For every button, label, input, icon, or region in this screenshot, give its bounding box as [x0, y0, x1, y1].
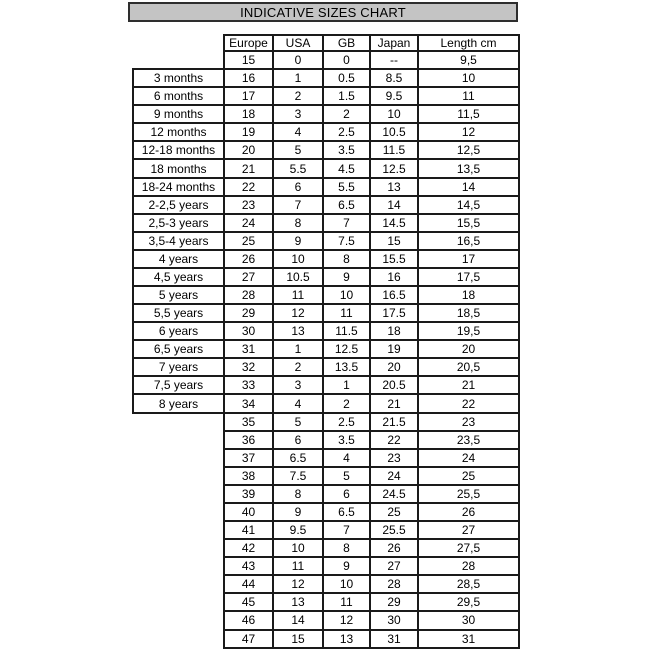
table-row	[133, 521, 519, 539]
table-row	[133, 467, 519, 485]
cell-usa: 7	[273, 196, 323, 214]
age-label-cell	[133, 51, 224, 69]
cell-usa: 2	[273, 358, 323, 376]
cell-japan: 22	[370, 431, 418, 449]
cell-gb: 9	[323, 557, 370, 575]
cell-gb: 13.5	[323, 358, 370, 376]
table-row	[133, 413, 519, 431]
cell-japan: 29	[370, 593, 418, 611]
cell-japan: 8.5	[370, 69, 418, 87]
cell-gb: 3.5	[323, 141, 370, 159]
table-row	[133, 159, 519, 177]
cell-gb: 7	[323, 521, 370, 539]
age-label-cell	[133, 413, 224, 431]
cell-gb: 0.5	[323, 69, 370, 87]
table-row	[133, 503, 519, 521]
col-header-usa: USA	[273, 35, 323, 51]
cell-europe: 34	[224, 394, 273, 412]
table-row	[133, 394, 519, 412]
cell-length-cm: 19,5	[418, 322, 519, 340]
age-label-cell: 2,5-3 years	[133, 214, 224, 232]
cell-usa: 0	[273, 51, 323, 69]
age-label-cell: 3 months	[133, 69, 224, 87]
cell-gb: 7.5	[323, 232, 370, 250]
age-label-cell: 9 months	[133, 105, 224, 123]
age-label-cell: 7 years	[133, 358, 224, 376]
cell-gb: 9	[323, 268, 370, 286]
cell-japan: 21.5	[370, 413, 418, 431]
table-row	[133, 250, 519, 268]
cell-gb: 8	[323, 250, 370, 268]
cell-usa: 11	[273, 557, 323, 575]
cell-gb: 3.5	[323, 431, 370, 449]
cell-japan: 20.5	[370, 376, 418, 394]
table-row	[133, 141, 519, 159]
cell-usa: 13	[273, 593, 323, 611]
age-label-cell: 5,5 years	[133, 304, 224, 322]
cell-europe: 25	[224, 232, 273, 250]
cell-europe: 47	[224, 630, 273, 649]
age-label-cell: 3,5-4 years	[133, 232, 224, 250]
cell-japan: 10	[370, 105, 418, 123]
cell-japan: 16.5	[370, 286, 418, 304]
cell-japan: 20	[370, 358, 418, 376]
cell-length-cm: 28	[418, 557, 519, 575]
age-label-cell: 4 years	[133, 250, 224, 268]
cell-usa: 13	[273, 322, 323, 340]
age-label-cell	[133, 557, 224, 575]
cell-usa: 12	[273, 575, 323, 593]
cell-europe: 33	[224, 376, 273, 394]
cell-europe: 16	[224, 69, 273, 87]
table-row	[133, 87, 519, 105]
cell-japan: 28	[370, 575, 418, 593]
cell-gb: 6.5	[323, 503, 370, 521]
cell-gb: 11	[323, 593, 370, 611]
cell-usa: 5	[273, 141, 323, 159]
cell-europe: 44	[224, 575, 273, 593]
cell-length-cm: 25	[418, 467, 519, 485]
cell-length-cm: 13,5	[418, 159, 519, 177]
table-row	[133, 485, 519, 503]
sizes-table	[132, 34, 520, 649]
age-label-cell: 6,5 years	[133, 340, 224, 358]
cell-europe: 37	[224, 449, 273, 467]
cell-europe: 21	[224, 159, 273, 177]
cell-japan: 26	[370, 539, 418, 557]
cell-europe: 18	[224, 105, 273, 123]
cell-gb: 12	[323, 611, 370, 629]
cell-usa: 2	[273, 87, 323, 105]
cell-usa: 6.5	[273, 449, 323, 467]
cell-gb: 13	[323, 630, 370, 649]
cell-europe: 39	[224, 485, 273, 503]
cell-usa: 10.5	[273, 268, 323, 286]
age-label-cell	[133, 467, 224, 485]
age-label-cell: 6 months	[133, 87, 224, 105]
cell-length-cm: 22	[418, 394, 519, 412]
cell-europe: 32	[224, 358, 273, 376]
cell-japan: 21	[370, 394, 418, 412]
cell-length-cm: 11,5	[418, 105, 519, 123]
cell-usa: 7.5	[273, 467, 323, 485]
age-label-cell	[133, 503, 224, 521]
cell-usa: 10	[273, 539, 323, 557]
table-row	[133, 232, 519, 250]
cell-europe: 29	[224, 304, 273, 322]
age-label-cell	[133, 611, 224, 629]
cell-gb: 1	[323, 376, 370, 394]
cell-japan: 11.5	[370, 141, 418, 159]
cell-usa: 6	[273, 178, 323, 196]
age-label-cell	[133, 431, 224, 449]
cell-length-cm: 26	[418, 503, 519, 521]
cell-gb: 6	[323, 485, 370, 503]
cell-length-cm: 25,5	[418, 485, 519, 503]
cell-length-cm: 17	[418, 250, 519, 268]
age-label-cell	[133, 575, 224, 593]
col-header-length-cm: Length cm	[418, 35, 519, 51]
age-label-cell: 18-24 months	[133, 178, 224, 196]
table-row	[133, 539, 519, 557]
cell-japan: 19	[370, 340, 418, 358]
cell-gb: 5.5	[323, 178, 370, 196]
cell-europe: 38	[224, 467, 273, 485]
cell-europe: 45	[224, 593, 273, 611]
cell-gb: 2.5	[323, 123, 370, 141]
cell-europe: 36	[224, 431, 273, 449]
cell-europe: 41	[224, 521, 273, 539]
cell-japan: 25	[370, 503, 418, 521]
table-row	[133, 51, 519, 69]
cell-japan: 16	[370, 268, 418, 286]
table-row	[133, 178, 519, 196]
cell-gb: 5	[323, 467, 370, 485]
cell-gb: 7	[323, 214, 370, 232]
cell-usa: 4	[273, 394, 323, 412]
cell-japan: 15.5	[370, 250, 418, 268]
table-row	[133, 376, 519, 394]
table-row	[133, 611, 519, 629]
cell-gb: 12.5	[323, 340, 370, 358]
table-row	[133, 196, 519, 214]
table-row	[133, 431, 519, 449]
cell-length-cm: 20	[418, 340, 519, 358]
table-row	[133, 105, 519, 123]
cell-japan: 14.5	[370, 214, 418, 232]
cell-gb: 2.5	[323, 413, 370, 431]
cell-length-cm: 11	[418, 87, 519, 105]
table-row	[133, 123, 519, 141]
cell-japan: 17.5	[370, 304, 418, 322]
age-label-cell: 5 years	[133, 286, 224, 304]
cell-japan: --	[370, 51, 418, 69]
col-header-gb: GB	[323, 35, 370, 51]
cell-japan: 30	[370, 611, 418, 629]
cell-length-cm: 10	[418, 69, 519, 87]
cell-japan: 23	[370, 449, 418, 467]
cell-length-cm: 27,5	[418, 539, 519, 557]
cell-gb: 4	[323, 449, 370, 467]
title-banner	[128, 2, 518, 22]
cell-europe: 22	[224, 178, 273, 196]
cell-length-cm: 17,5	[418, 268, 519, 286]
cell-length-cm: 9,5	[418, 51, 519, 69]
cell-length-cm: 16,5	[418, 232, 519, 250]
cell-europe: 30	[224, 322, 273, 340]
cell-japan: 18	[370, 322, 418, 340]
table-row	[133, 214, 519, 232]
cell-length-cm: 23,5	[418, 431, 519, 449]
table-row	[133, 286, 519, 304]
col-header-japan: Japan	[370, 35, 418, 51]
cell-length-cm: 15,5	[418, 214, 519, 232]
cell-length-cm: 18	[418, 286, 519, 304]
cell-usa: 5	[273, 413, 323, 431]
cell-usa: 1	[273, 69, 323, 87]
cell-length-cm: 27	[418, 521, 519, 539]
cell-japan: 10.5	[370, 123, 418, 141]
cell-europe: 24	[224, 214, 273, 232]
cell-usa: 12	[273, 304, 323, 322]
table-row	[133, 69, 519, 87]
cell-length-cm: 24	[418, 449, 519, 467]
cell-gb: 8	[323, 539, 370, 557]
cell-europe: 23	[224, 196, 273, 214]
cell-europe: 28	[224, 286, 273, 304]
cell-japan: 12.5	[370, 159, 418, 177]
cell-gb: 1.5	[323, 87, 370, 105]
cell-gb: 2	[323, 394, 370, 412]
cell-japan: 13	[370, 178, 418, 196]
age-header-spacer	[133, 35, 224, 51]
cell-length-cm: 12	[418, 123, 519, 141]
table-row	[133, 358, 519, 376]
age-label-cell: 6 years	[133, 322, 224, 340]
cell-usa: 10	[273, 250, 323, 268]
cell-usa: 8	[273, 485, 323, 503]
cell-usa: 3	[273, 376, 323, 394]
cell-gb: 4.5	[323, 159, 370, 177]
cell-usa: 1	[273, 340, 323, 358]
cell-length-cm: 14,5	[418, 196, 519, 214]
cell-europe: 42	[224, 539, 273, 557]
page-title: INDICATIVE SIZES CHART	[240, 4, 406, 20]
cell-japan: 9.5	[370, 87, 418, 105]
cell-japan: 31	[370, 630, 418, 649]
age-label-cell	[133, 485, 224, 503]
cell-gb: 11.5	[323, 322, 370, 340]
cell-length-cm: 14	[418, 178, 519, 196]
cell-length-cm: 20,5	[418, 358, 519, 376]
cell-length-cm: 28,5	[418, 575, 519, 593]
age-label-cell	[133, 593, 224, 611]
cell-length-cm: 12,5	[418, 141, 519, 159]
cell-japan: 15	[370, 232, 418, 250]
sizes-table-body	[133, 51, 519, 648]
age-label-cell	[133, 539, 224, 557]
table-row	[133, 322, 519, 340]
age-label-cell	[133, 449, 224, 467]
cell-length-cm: 23	[418, 413, 519, 431]
table-row	[133, 449, 519, 467]
table-row	[133, 268, 519, 286]
cell-usa: 5.5	[273, 159, 323, 177]
header-row	[133, 35, 519, 51]
cell-japan: 24	[370, 467, 418, 485]
cell-europe: 26	[224, 250, 273, 268]
table-row	[133, 557, 519, 575]
cell-europe: 35	[224, 413, 273, 431]
cell-length-cm: 21	[418, 376, 519, 394]
cell-length-cm: 30	[418, 611, 519, 629]
cell-japan: 14	[370, 196, 418, 214]
cell-europe: 20	[224, 141, 273, 159]
table-row	[133, 593, 519, 611]
age-label-cell	[133, 630, 224, 649]
table-row	[133, 575, 519, 593]
cell-gb: 10	[323, 575, 370, 593]
cell-japan: 24.5	[370, 485, 418, 503]
cell-japan: 27	[370, 557, 418, 575]
col-header-europe: Europe	[224, 35, 273, 51]
age-label-cell: 8 years	[133, 394, 224, 412]
cell-length-cm: 18,5	[418, 304, 519, 322]
age-label-cell: 12-18 months	[133, 141, 224, 159]
cell-japan: 25.5	[370, 521, 418, 539]
age-label-cell: 4,5 years	[133, 268, 224, 286]
table-row	[133, 630, 519, 649]
cell-usa: 8	[273, 214, 323, 232]
cell-gb: 11	[323, 304, 370, 322]
cell-usa: 4	[273, 123, 323, 141]
age-label-cell: 18 months	[133, 159, 224, 177]
cell-gb: 10	[323, 286, 370, 304]
cell-length-cm: 29,5	[418, 593, 519, 611]
cell-europe: 40	[224, 503, 273, 521]
cell-usa: 15	[273, 630, 323, 649]
cell-usa: 6	[273, 431, 323, 449]
cell-length-cm: 31	[418, 630, 519, 649]
cell-gb: 2	[323, 105, 370, 123]
cell-usa: 11	[273, 286, 323, 304]
cell-europe: 46	[224, 611, 273, 629]
cell-europe: 17	[224, 87, 273, 105]
table-row	[133, 304, 519, 322]
cell-europe: 19	[224, 123, 273, 141]
age-label-cell: 7,5 years	[133, 376, 224, 394]
cell-usa: 9.5	[273, 521, 323, 539]
cell-usa: 14	[273, 611, 323, 629]
cell-gb: 6.5	[323, 196, 370, 214]
table-row	[133, 340, 519, 358]
age-label-cell: 12 months	[133, 123, 224, 141]
cell-usa: 9	[273, 232, 323, 250]
cell-europe: 43	[224, 557, 273, 575]
cell-europe: 31	[224, 340, 273, 358]
cell-europe: 15	[224, 51, 273, 69]
cell-usa: 9	[273, 503, 323, 521]
age-label-cell	[133, 521, 224, 539]
cell-gb: 0	[323, 51, 370, 69]
age-label-cell: 2-2,5 years	[133, 196, 224, 214]
cell-europe: 27	[224, 268, 273, 286]
cell-usa: 3	[273, 105, 323, 123]
